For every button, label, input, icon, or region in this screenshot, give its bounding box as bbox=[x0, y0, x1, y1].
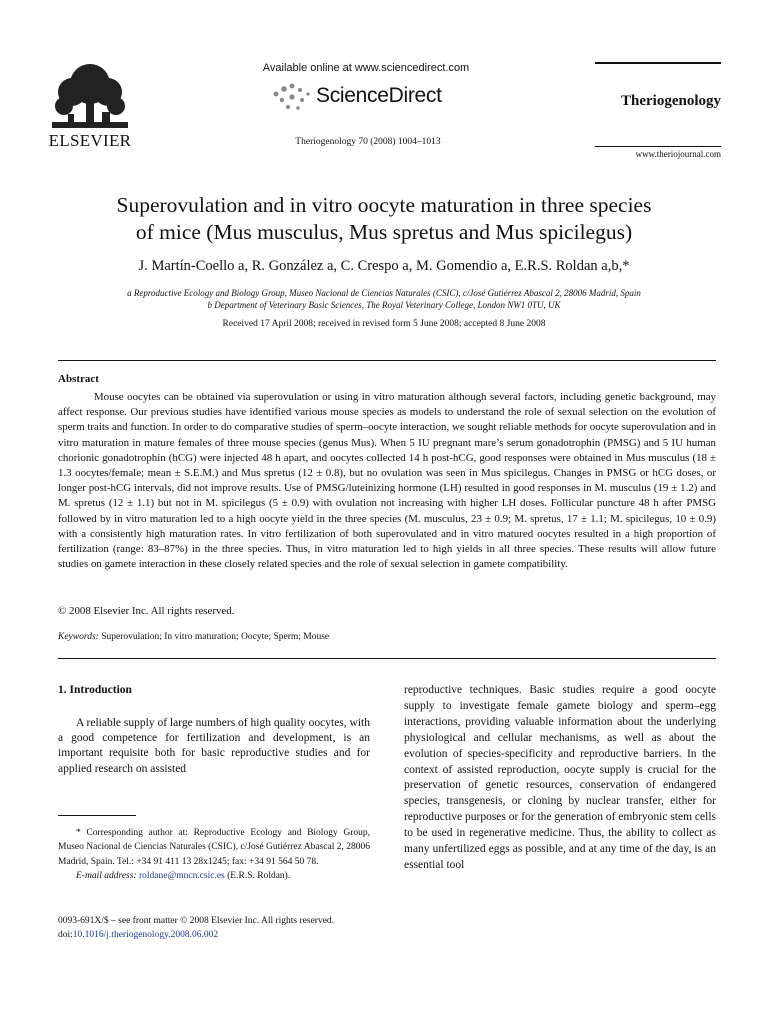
doi-label: doi: bbox=[58, 930, 73, 941]
journal-url-link[interactable]: www.theriojournal.com bbox=[635, 149, 721, 159]
affiliation-a: a Reproductive Ecology and Biology Group, Museo Nacional de Ciencias Naturales (CSIC), c/José Gutiérrez Abascal 2, 28006 Madrid, Spain bbox=[127, 288, 641, 298]
abstract-copyright: © 2008 Elsevier Inc. All rights reserved. bbox=[58, 605, 235, 617]
sciencedirect-wordmark: ScienceDirect bbox=[316, 84, 442, 107]
email-link[interactable]: roldane@mncn.csic.es bbox=[138, 871, 225, 882]
front-matter-block bbox=[58, 914, 334, 943]
title-line-2: of mice (Mus musculus, Mus spretus and Mus spicilegus) bbox=[135, 220, 633, 244]
doi-line bbox=[58, 928, 334, 942]
introduction-right-column: reproductive techniques. Basic studies require a good oocyte supply to investigate female gamete biology and sperm–egg interactions, providing valuable information about the underlying physiological and cellular mechanisms, as well as about the evolution of species-specificity and reproductive barriers. In the context of assisted reproduction, oocyte supply is crucial for the preservation of genetic resources, conservation of endangered species, transgenesis, or cloning by nuclear transfer, either for reproductive purposes or for the generation of embryonic stem cells to be used in regenerative medicine. Thus, the ability to collect as many unfertilized eggs as possible, and at any time of the day, is an essential tool bbox=[404, 684, 716, 871]
section-heading-introduction: 1. Introduction bbox=[58, 684, 132, 696]
header-rule-bottom bbox=[595, 146, 721, 147]
keywords-label: Keywords: bbox=[58, 632, 99, 642]
header-rule-top bbox=[595, 62, 721, 64]
publisher-name: ELSEVIER bbox=[48, 131, 132, 150]
author-list: J. Martín-Coello a, R. González a, C. Crespo a, M. Gomendio a, E.R.S. Roldan a,b,* bbox=[138, 258, 630, 274]
corresponding-author-footnote bbox=[58, 826, 370, 884]
available-online-text: Available online at www.sciencedirect.com bbox=[262, 62, 470, 74]
email-label: E-mail address: bbox=[76, 871, 137, 882]
keywords-text: Superovulation; In vitro maturation; Oocyte; Sperm; Mouse bbox=[101, 632, 330, 642]
affiliation-b: b Department of Veterinary Basic Sciences, The Royal Veterinary College, London NW1 0TU, UK bbox=[207, 300, 561, 310]
email-suffix: (E.R.S. Roldan). bbox=[227, 871, 291, 882]
affiliations bbox=[40, 287, 728, 311]
journal-reference: Theriogenology 70 (2008) 1004–1013 bbox=[295, 137, 441, 147]
front-matter-text: 0093-691X/$ – see front matter © 2008 Elsevier Inc. All rights reserved. bbox=[58, 916, 335, 926]
doi-link[interactable]: 10.1016/j.theriogenology.2008.06.002 bbox=[72, 930, 219, 941]
footnote-rule bbox=[58, 815, 136, 816]
received-dates: Received 17 April 2008; received in revised form 5 June 2008; accepted 8 June 2008 bbox=[222, 319, 546, 329]
title-line-1: Superovulation and in vitro oocyte maturation in three species bbox=[116, 193, 652, 217]
article-title bbox=[40, 192, 728, 246]
abstract-rule-top bbox=[58, 360, 716, 361]
keywords-line bbox=[58, 632, 329, 642]
abstract-text: Mouse oocytes can be obtained via superovulation or using in vitro maturation although several factors, including genetic background, may affect response. Our previous studies have identified various mouse species as models to understand the role of sexual selection on the evolution of sperm traits and function. In order to do comparative studies of sperm–oocyte interaction, we sought reliable methods for oocyte superovulation and in vitro maturation in mature females of three mouse species (genus Mus). When 5 IU pregnant mare’s serum gonadotrophin (PMSG) and 5 IU human chorionic gonadotrophin (hCG) were injected 48 h apart, and oocytes collected 14 h post-hCG, good responses were obtained in Mus musculus (18 ± 1.3 oocytes/female; mean ± S.E.M.) and Mus spretus (12 ± 0.8), but no ovulation was seen in Mus spicilegus. Changes in PMSG or hCG doses, or longer post-hCG intervals, did not improve results. Use of PMSG/luteinizing hormone (LH) resulted in good responses in M. musculus (19 ± 1.2) and M. spretus (12 ± 1.1) but not in M. spicilegus (5 ± 0.9) with ovulation not increasing with higher LH doses. Follicular puncture 48 h after PMSG followed by in vitro maturation led to a high oocyte yield in the three species (M. musculus, 23 ± 0.9; M. spretus, 17 ± 1.1; M. spicilegus, 10 ± 0.9) with a consistently high maturation rates. In vitro fertilization of both superovulated and in vitro matured oocytes resulted in a high proportion of fertilization (range: 83–87%) in the three species. Thus, in vitro maturation led to high yields in all three species. These results will allow future studies on gamete interaction in these closely related species and the role of sexual selection in gamete compatibility. bbox=[58, 391, 716, 571]
journal-name: Theriogenology bbox=[621, 93, 721, 109]
email-line bbox=[58, 869, 370, 883]
abstract-heading: Abstract bbox=[58, 373, 99, 385]
corresponding-author-text: * Corresponding author at: Reproductive Ecology and Biology Group, Museo Nacional de Ciencias Naturales (CSIC), c/José Gutiérrez Abascal 2, 28006 Madrid, Spain. Tel.: +34 91 411 13 28x1245; fax: +34 91 564 50 78. bbox=[58, 828, 370, 867]
keywords-rule bbox=[58, 658, 716, 659]
introduction-left-column: A reliable supply of large numbers of high quality oocytes, with a good competence for fertilization and development, is an important requisite both for basic reproductive studies and for applied research on assisted bbox=[58, 717, 370, 775]
